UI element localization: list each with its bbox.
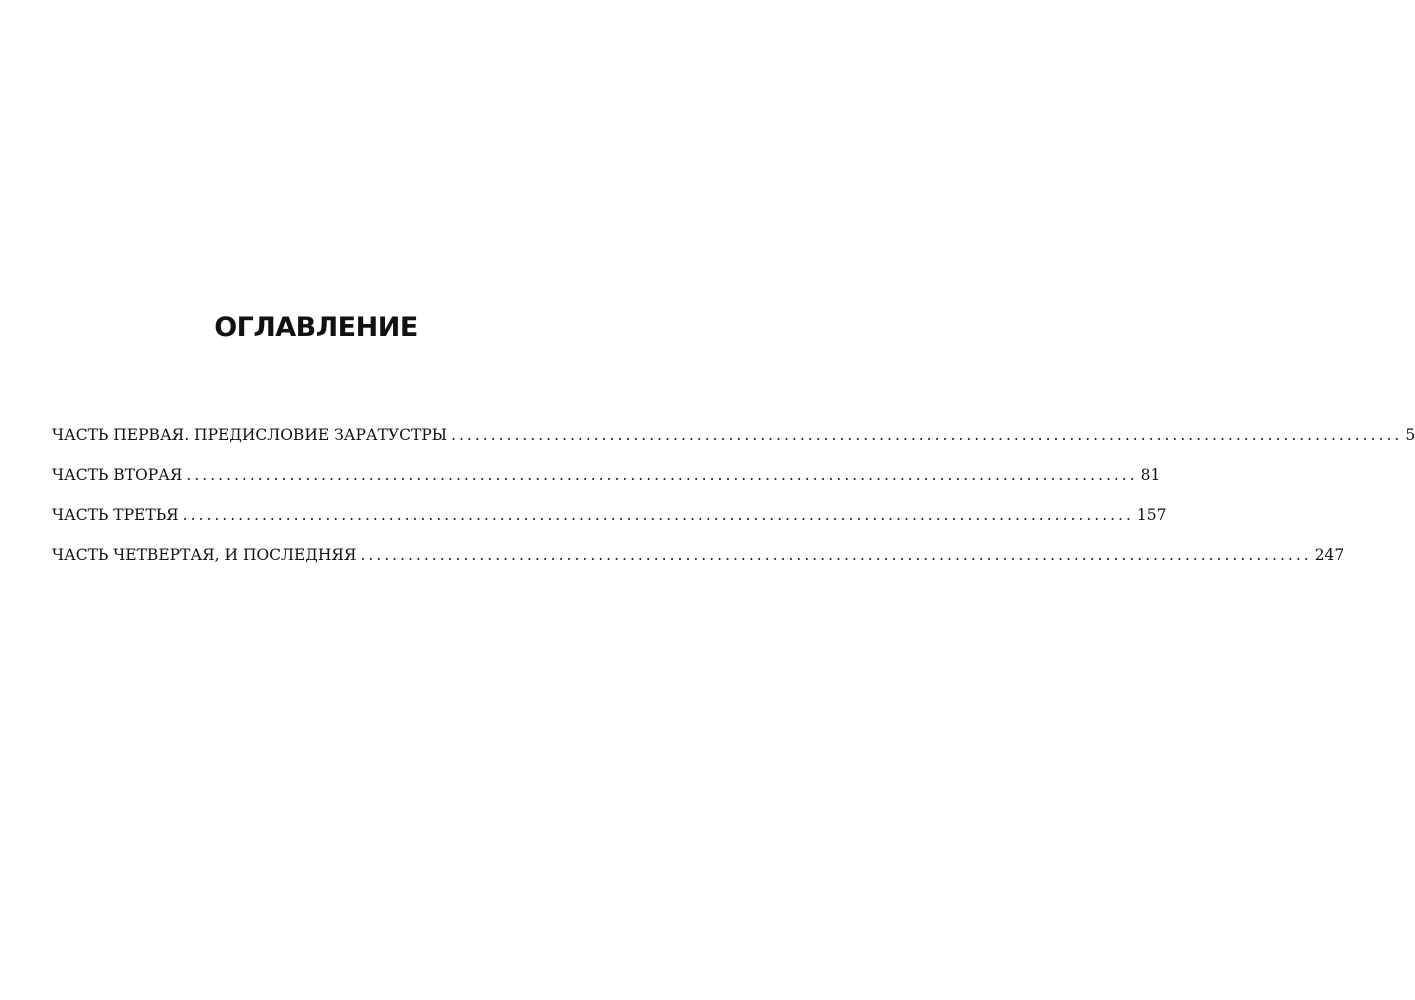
toc-entry-label: ЧАСТЬ ЧЕТВЕРТАЯ, И ПОСЛЕДНЯЯ (52, 546, 357, 564)
toc-entry-page: 157 (1136, 506, 1167, 524)
toc-dot-leader: ........................................................................................................................ (182, 506, 1134, 524)
toc-dot-leader: ........................................................................................................................ (360, 546, 1312, 564)
toc-entry-label: ЧАСТЬ ПЕРВАЯ. ПРЕДИСЛОВИЕ ЗАРАТУСТРЫ (52, 426, 448, 444)
toc-entry-label: ЧАСТЬ ТРЕТЬЯ (52, 506, 179, 524)
toc-entry (52, 546, 1345, 586)
toc-entry-page: 247 (1314, 546, 1345, 564)
toc-entry-page: 5 (1405, 426, 1415, 444)
toc-dot-leader: ........................................................................................................................ (451, 426, 1403, 444)
toc-entry (52, 506, 1167, 546)
toc-entry-page: 81 (1140, 466, 1161, 484)
table-of-contents (52, 426, 1415, 586)
toc-entry (52, 466, 1161, 506)
page-title: ОГЛАВЛЕНИЕ (214, 312, 418, 343)
toc-dot-leader: ........................................................................................................................ (186, 466, 1138, 484)
toc-entry-label: ЧАСТЬ ВТОРАЯ (52, 466, 183, 484)
toc-entry (52, 426, 1415, 466)
